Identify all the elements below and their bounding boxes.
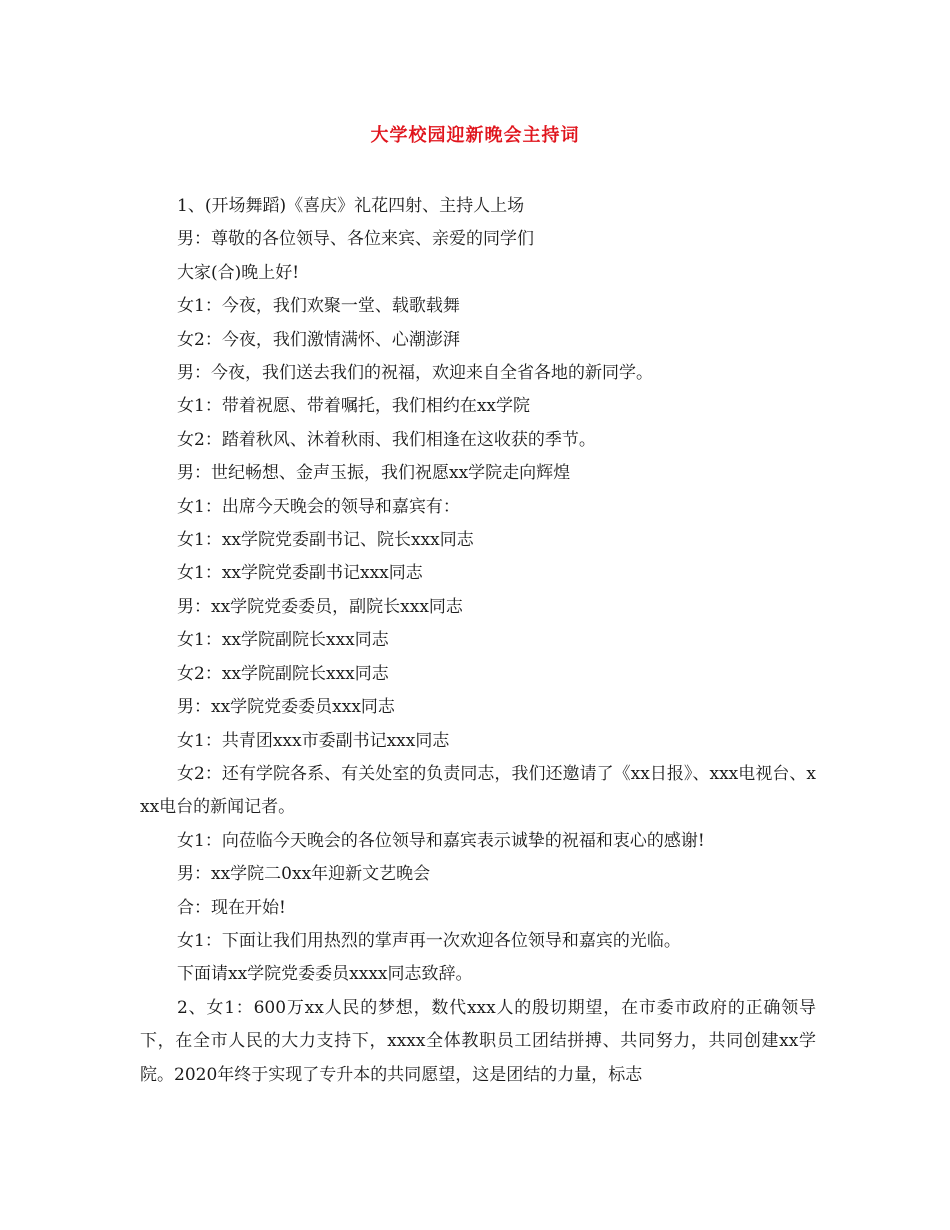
- document-body: [140, 190, 816, 1092]
- paragraph: 女2：xx学院副院长xxx同志: [177, 663, 389, 684]
- paragraph: 男：尊敬的各位领导、各位来宾、亲爱的同学们: [177, 229, 534, 250]
- paragraph: 女2：还有学院各系、有关处室的负责同志，我们还邀请了《xx日报》、xxx电视台、xxx电台的新闻记者。: [140, 763, 816, 818]
- paragraph: 男：xx学院党委委员，副院长xxx同志: [177, 596, 463, 617]
- paragraph: 女1：共青团xxx市委副书记xxx同志: [177, 730, 450, 751]
- paragraph: 1、(开场舞蹈)《喜庆》礼花四射、主持人上场: [177, 196, 525, 216]
- paragraph: 2、女1：600万xx人民的梦想，数代xxx人的殷切期望，在市委市政府的正确领导下，在全市人民的大力支持下，xxxx全体教职员工团结拼搏、共同努力，共同创建xx学院。2020年终于实现了专升本的共同愿望，这是团结的力量，标志: [140, 997, 816, 1085]
- paragraph: 女1：向莅临今天晚会的各位领导和嘉宾表示诚挚的祝福和衷心的感谢!: [177, 830, 705, 851]
- paragraph: 男：今夜，我们送去我们的祝福，欢迎来自全省各地的新同学。: [177, 363, 653, 384]
- paragraph: 女1：出席今天晚会的领导和嘉宾有：: [177, 496, 460, 517]
- paragraph: 女1：下面让我们用热烈的掌声再一次欢迎各位领导和嘉宾的光临。: [177, 930, 681, 951]
- paragraph: 女2：今夜，我们激情满怀、心潮澎湃: [177, 329, 460, 350]
- paragraph: 男：xx学院二0xx年迎新文艺晚会: [177, 864, 431, 885]
- paragraph: 男：世纪畅想、金声玉振，我们祝愿xx学院走向辉煌: [177, 463, 571, 484]
- paragraph: 合：现在开始!: [177, 897, 286, 918]
- paragraph: 女2：踏着秋风、沐着秋雨、我们相逢在这收获的季节。: [177, 429, 596, 450]
- paragraph: 女1：xx学院党委副书记、院长xxx同志: [177, 530, 474, 551]
- paragraph: 女1：xx学院党委副书记xxx同志: [177, 563, 423, 584]
- document-title: 大学校园迎新晚会主持词: [370, 125, 580, 146]
- paragraph: 女1：今夜，我们欢聚一堂、载歌载舞: [177, 296, 460, 317]
- paragraph: 男：xx学院党委委员xxx同志: [177, 697, 395, 718]
- paragraph: 女1：带着祝愿、带着嘱托，我们相约在xx学院: [177, 396, 530, 417]
- paragraph: 下面请xx学院党委委员xxxx同志致辞。: [177, 964, 473, 985]
- paragraph: 女1：xx学院副院长xxx同志: [177, 630, 389, 651]
- paragraph: 大家(合)晚上好!: [177, 262, 300, 283]
